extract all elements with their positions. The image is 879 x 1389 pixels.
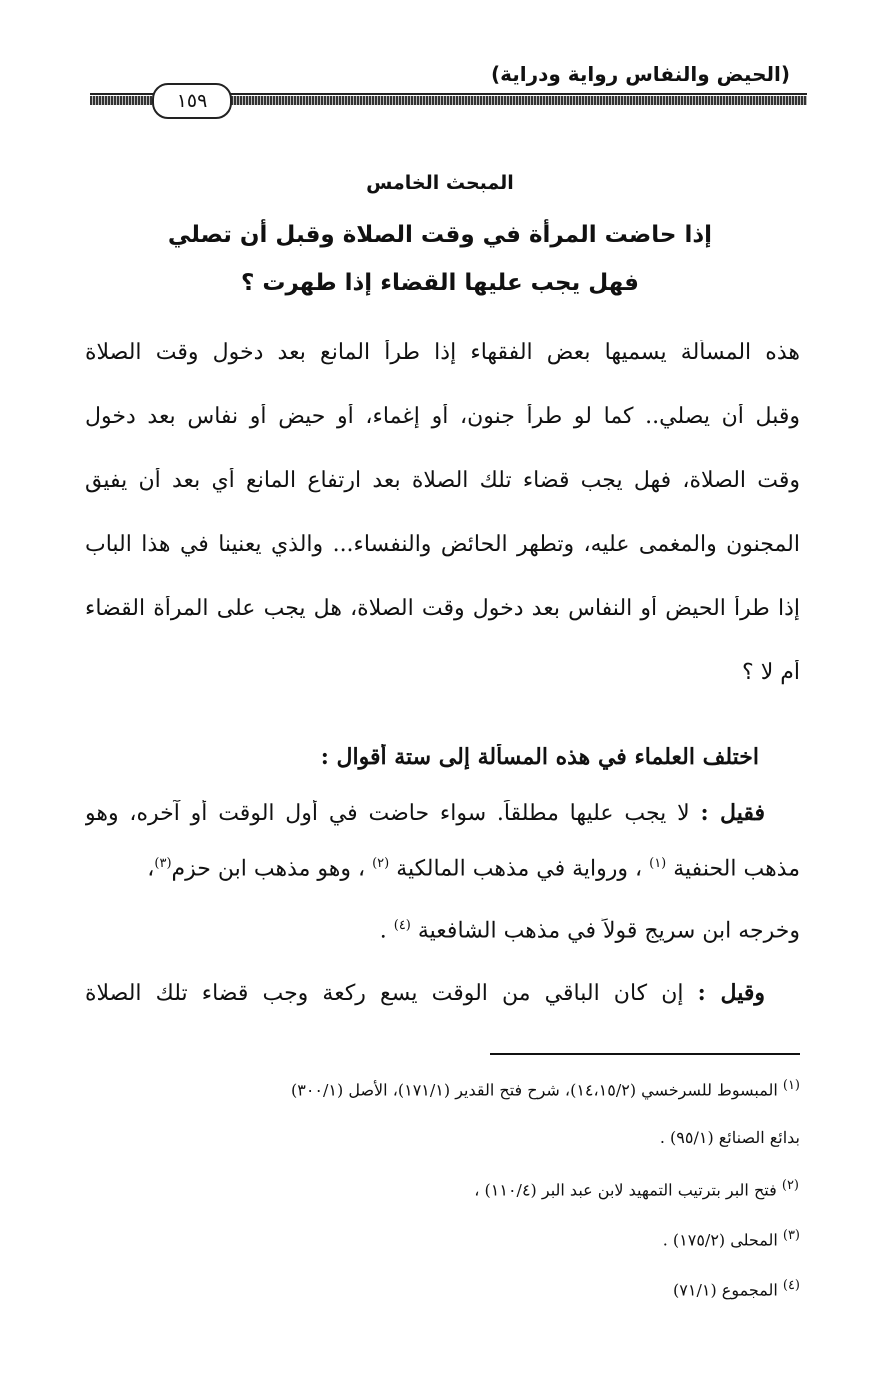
body-line: أم لا ؟: [742, 660, 800, 685]
school-hanafi: مذهب الحنفية: [673, 856, 800, 882]
page-number: ١٥٩: [152, 83, 232, 119]
comma: ،: [147, 856, 155, 882]
footnote-4: [80, 1278, 800, 1299]
opinion-2-text: إن كان الباقي من الوقت يسع ركعة وجب قضاء تلك الصلاة: [85, 981, 684, 1006]
section-question: فهل يجب عليها القضاء إذا طهرت ؟: [241, 270, 639, 296]
opinion-2-line-1: [85, 980, 765, 1006]
opinion-1-line-3: [85, 918, 800, 943]
footnote-ref-4[interactable]: (٤): [393, 918, 411, 933]
opinion-1-label: فقيل :: [700, 800, 765, 826]
body-line: المجنون والمغمى عليه، وتطهر الحائض والنفساء... والذي يعنينا في هذا الباب: [85, 532, 800, 557]
section-title: إذا حاضت المرأة في وقت الصلاة وقبل أن تصلي: [167, 222, 713, 248]
footnote-3: [80, 1228, 800, 1249]
footnote-1-continued: [80, 1128, 800, 1147]
running-title: (الحيض والنفاس رواية ودراية): [490, 62, 790, 86]
footnote-number: (٤): [782, 1278, 800, 1293]
footnote-2: [79, 1178, 799, 1199]
body-line: وقت الصلاة، فهل يجب قضاء تلك الصلاة بعد ارتفاع المانع أي بعد أن يفيق: [85, 468, 800, 493]
opinion-1-text: لا يجب عليها مطلقاً. سواء حاضت في أول الوقت أو آخره، وهو: [85, 801, 690, 826]
body-line: هذه المسألة يسميها بعض الفقهاء إذا طرأ المانع بعد دخول وقت الصلاة: [85, 340, 800, 365]
footnote-1: [80, 1078, 800, 1099]
school-ibn-hazm: ، وهو مذهب ابن حزم: [171, 856, 366, 882]
footnote-separator: [490, 1053, 800, 1055]
opinion-1-line-2: [85, 856, 800, 881]
footnote-text: المحلى (١٧٥/٢) .: [662, 1230, 778, 1250]
opinion-2-label: وقيل :: [697, 980, 765, 1006]
footnote-number: (١): [782, 1078, 800, 1093]
section-label: المبحث الخامس: [366, 172, 514, 194]
footnote-text: المبسوط للسرخسي (١٤،١٥/٢)، شرح فتح القدير (١٧١/١)، الأصل (٣٠٠/١): [290, 1080, 778, 1100]
opinions-intro: اختلف العلماء في هذه المسألة إلى ستة أقوال :: [320, 744, 759, 770]
running-header: [90, 62, 790, 132]
footnote-number: (٢): [781, 1178, 799, 1193]
footnote-number: (٣): [782, 1228, 800, 1243]
footnote-text: المجموع (٧١/١): [673, 1280, 778, 1300]
footnote-ref-1[interactable]: (١): [649, 856, 667, 871]
body-line: وقبل أن يصلي.. كما لو طرأ جنون، أو إغماء، أو حيض أو نفاس بعد دخول: [85, 404, 800, 429]
footnote-ref-3[interactable]: (٣): [154, 856, 172, 871]
body-line: إذا طرأ الحيض أو النفاس بعد دخول وقت الصلاة، هل يجب على المرأة القضاء: [85, 596, 800, 621]
footnote-text: فتح البر بترتيب التمهيد لابن عبد البر (١١٠/٤) ،: [474, 1180, 777, 1200]
opinion-1-line-1: [85, 800, 765, 826]
school-shafii: وخرجه ابن سريج قولاً في مذهب الشافعية: [417, 918, 800, 944]
school-maliki: ، ورواية في مذهب المالكية: [396, 856, 643, 882]
footnote-ref-2[interactable]: (٢): [372, 856, 390, 871]
period: .: [379, 918, 387, 944]
footnote-text: بدائع الصنائع (٩٥/١) .: [659, 1128, 800, 1147]
